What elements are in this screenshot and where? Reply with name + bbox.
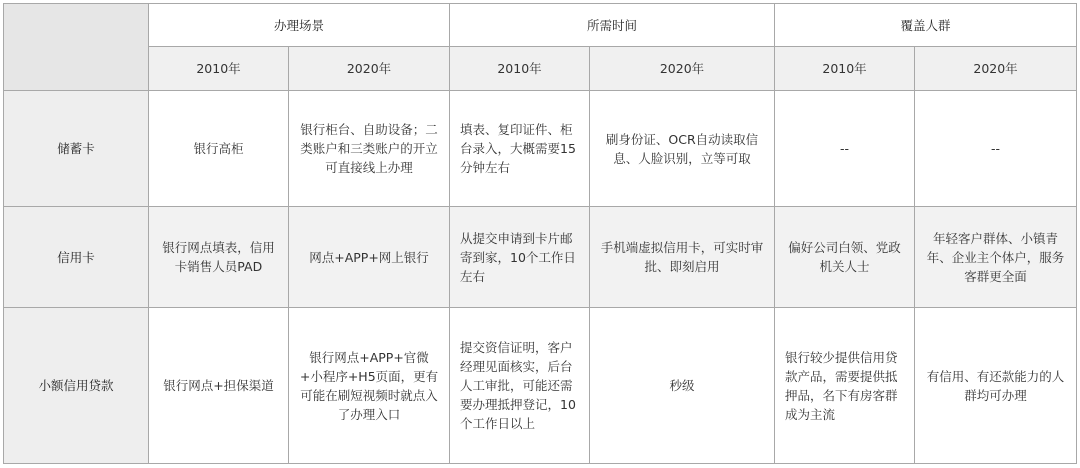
year-header: 2020年 xyxy=(590,47,775,91)
table-cell: 年轻客户群体、小镇青年、企业主个体户，服务客群更全面 xyxy=(915,207,1077,308)
year-header: 2020年 xyxy=(915,47,1077,91)
group-header-row xyxy=(4,4,1077,47)
year-header: 2010年 xyxy=(149,47,289,91)
table-cell: 银行较少提供信用贷款产品，需要提供抵押品，名下有房客群成为主流 xyxy=(775,308,915,464)
table-cell: -- xyxy=(775,91,915,207)
table-cell: 手机端虚拟信用卡，可实时审批、即刻启用 xyxy=(590,207,775,308)
group-header-audience: 覆盖人群 xyxy=(775,4,1077,47)
table-row-small-credit-loan xyxy=(4,308,1077,464)
table-cell: 银行柜台、自助设备；二类账户和三类账户的开立可直接线上办理 xyxy=(289,91,450,207)
year-header: 2010年 xyxy=(450,47,590,91)
year-header: 2020年 xyxy=(289,47,450,91)
corner-cell xyxy=(4,4,149,91)
table-cell: 从提交申请到卡片邮寄到家，10个工作日左右 xyxy=(450,207,590,308)
table-cell: 银行网点+担保渠道 xyxy=(149,308,289,464)
table-cell: 提交资信证明，客户经理见面核实，后台人工审批，可能还需要办理抵押登记，10个工作日以上 xyxy=(450,308,590,464)
table-cell: 银行网点填表，信用卡销售人员PAD xyxy=(149,207,289,308)
table-cell: 填表、复印证件、柜台录入，大概需要15分钟左右 xyxy=(450,91,590,207)
table-cell: 有信用、有还款能力的人群均可办理 xyxy=(915,308,1077,464)
table-cell: 刷身份证、OCR自动读取信息、人脸识别，立等可取 xyxy=(590,91,775,207)
comparison-table xyxy=(3,3,1077,464)
row-header: 信用卡 xyxy=(4,207,149,308)
table-row-savings-card xyxy=(4,91,1077,207)
year-header-row xyxy=(4,47,1077,91)
table-cell: 网点+APP+网上银行 xyxy=(289,207,450,308)
table-cell: 秒级 xyxy=(590,308,775,464)
table-cell: 银行网点+APP+官微+小程序+H5页面，更有可能在刷短视频时就点入了办理入口 xyxy=(289,308,450,464)
table-cell: 银行高柜 xyxy=(149,91,289,207)
group-header-time: 所需时间 xyxy=(450,4,775,47)
table-cell: -- xyxy=(915,91,1077,207)
table-cell: 偏好公司白领、党政机关人士 xyxy=(775,207,915,308)
year-header: 2010年 xyxy=(775,47,915,91)
row-header: 储蓄卡 xyxy=(4,91,149,207)
table-row-credit-card xyxy=(4,207,1077,308)
group-header-scene: 办理场景 xyxy=(149,4,450,47)
row-header: 小额信用贷款 xyxy=(4,308,149,464)
